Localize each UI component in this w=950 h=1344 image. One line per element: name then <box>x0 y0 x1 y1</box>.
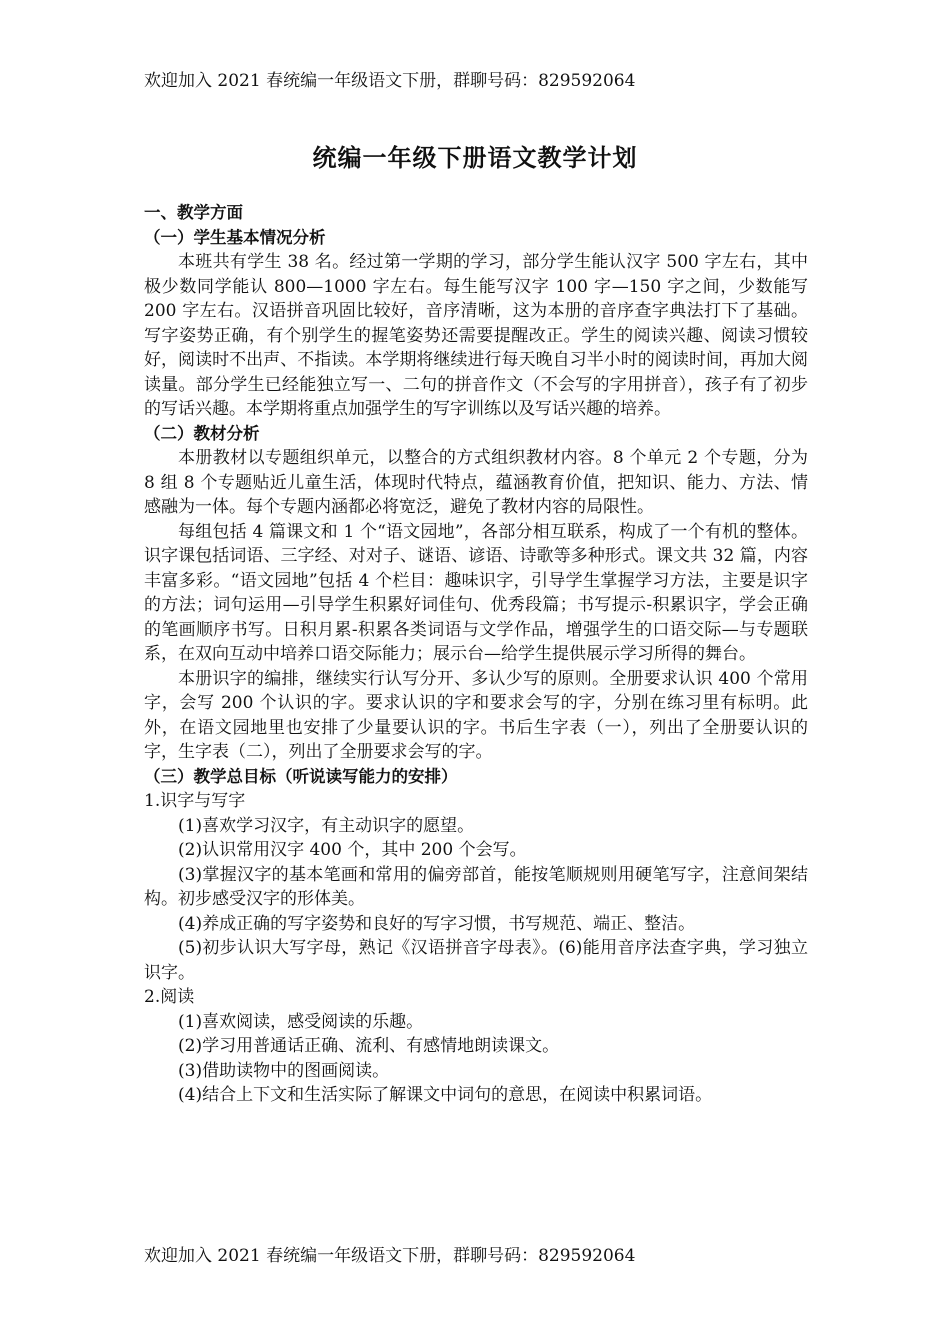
list-item: (3)掌握汉字的基本笔画和常用的偏旁部首，能按笔顺规则用硬笔写字，注意间架结构。初步感受汉字的形体美。 <box>144 864 808 909</box>
section-heading-teaching: 一、教学方面 <box>144 203 243 222</box>
list-item: (2)认识常用汉字 400 个，其中 200 个会写。 <box>178 840 527 860</box>
goal-heading-reading: 2.阅读 <box>144 987 195 1007</box>
list-item: (2)学习用普通话正确、流利、有感情地朗读课文。 <box>178 1036 560 1056</box>
list-item: (4)养成正确的写字姿势和良好的写字习惯，书写规范、端正、整洁。 <box>178 913 696 934</box>
paragraph-textbook-2: 每组包括 4 篇课文和 1 个“语文园地”，各部分相互联系，构成了一个有机的整体。识字课包括词语、三字经、对对子、谜语、谚语、诗歌等多种形式。课文共 32 篇，内容丰富多彩。“语文园地”包括 4 个栏目：趣味识字，引导学生掌握学习方法，主要是识字的方法；词句运用—引导学生积累好词佳句、优秀段篇；书写提示-积累识字，学会正确的笔画顺序书写。日积月累-积累各类词语与文学作品，增强学生的口语交际—与专题联系，在双向互动中培养口语交际能力；展示台—给学生提供展示学习所得的舞台。 <box>144 521 808 664</box>
document-title: 统编一年级下册语文教学计划 <box>312 144 638 172</box>
list-item: (1)喜欢阅读，感受阅读的乐趣。 <box>178 1011 424 1032</box>
list-item: (5)初步认识大写字母，熟记《汉语拼音字母表》。(6)能用音序法查字典，学习独立识字。 <box>144 938 808 983</box>
list-item: (4)结合上下文和生活实际了解课文中词句的意思，在阅读中积累词语。 <box>178 1085 713 1105</box>
subsection-heading-textbook: （二）教材分析 <box>144 423 260 443</box>
document-body <box>144 201 808 1108</box>
paragraph-textbook-3: 本册识字的编排，继续实行认写分开、多认少写的原则。全册要求认识 400 个常用字，会写 200 个认识的字。要求认识的字和要求会写的字，分别在练习里有标明。此外，在语文园地里也安排了少量要认识的字。书后生字表（一），列出了全册要认识的字，生字表（二），列出了全册要求会写的字。 <box>144 668 808 762</box>
paragraph-textbook-1: 本册教材以专题组织单元，以整合的方式组织教材内容。8 个单元 2 个专题，分为 8 组 8 个专题贴近儿童生活，体现时代特点，蕴涵教育价值，把知识、能力、方法、情感融为一体。每个专题内涵都必将宽泛，避免了教材内容的局限性。 <box>144 448 808 517</box>
subsection-heading-goals: （三）教学总目标（听说读写能力的安排） <box>144 766 458 786</box>
page-header-text: 欢迎加入 2021 春统编一年级语文下册，群聊号码：829592064 <box>144 71 636 91</box>
subsection-heading-students: （一）学生基本情况分析 <box>144 227 326 247</box>
paragraph-students: 本班共有学生 38 名。经过第一学期的学习，部分学生能认汉字 500 字左右，其中极少数同学能认 800—1000 字左右。每生能写汉字 100 字—150 字之间，少数能写 200 字左右。汉语拼音巩固比较好，音序清晰，这为本册的音序查字典法打下了基础。写字姿势正确，有个别学生的握笔姿势还需要提醒改正。学生的阅读兴趣、阅读习惯较好，阅读时不出声、不指读。本学期将继续进行每天晚自习半小时的阅读时间，再加大阅读量。部分学生已经能独立写一、二句的拼音作文（不会写的字用拼音），孩子有了初步的写话兴趣。本学期将重点加强学生的写字训练以及写话兴趣的培养。 <box>144 252 808 419</box>
goal-heading-literacy: 1.识字与写字 <box>144 791 246 811</box>
page-footer-text: 欢迎加入 2021 春统编一年级语文下册，群聊号码：829592064 <box>144 1246 636 1266</box>
list-item: (3)借助读物中的图画阅读。 <box>178 1060 390 1081</box>
list-item: (1)喜欢学习汉字，有主动识字的愿望。 <box>178 815 475 836</box>
